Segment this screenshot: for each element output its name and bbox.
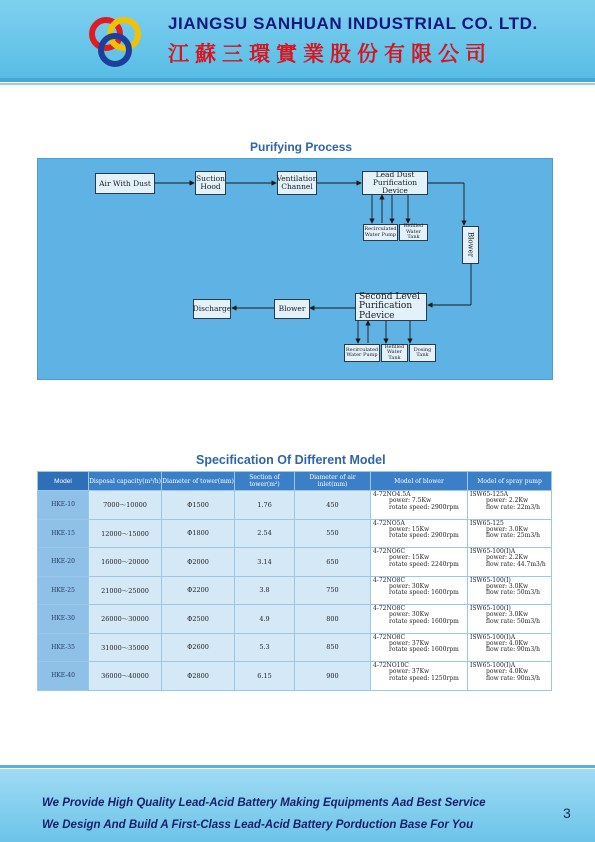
cell-model: HKE-35 (38, 633, 89, 662)
cell-blower (371, 633, 468, 662)
blower-power: power: 15Kw (389, 525, 430, 533)
cell-model: HKE-10 (38, 491, 89, 520)
cell-section: 2.54 (235, 519, 295, 548)
page-number: 3 (563, 805, 571, 821)
cell-pump (468, 491, 552, 520)
cell-section: 1.76 (235, 491, 295, 520)
blower-name: 4-72NO10C (373, 662, 409, 669)
blower-speed: rotate speed: 1600rpm (389, 589, 459, 597)
cell-inlet: 800 (295, 605, 371, 634)
node-refilled-tank-1: Refilled Water Tank (399, 224, 428, 241)
cell-capacity: 36000～40000 (89, 662, 162, 691)
cell-capacity: 31000～35000 (89, 633, 162, 662)
spec-table (37, 471, 552, 691)
pump-power: power: 3.0Kw (486, 611, 529, 619)
footer-slogan-2: We Design And Build A First-Class Lead-Acid Battery Porduction Base For You (42, 819, 474, 831)
node-blower: Blower (274, 299, 310, 319)
cell-pump (468, 605, 552, 634)
pump-power: power: 2.2Kw (486, 497, 529, 505)
node-refilled-tank-2: Refilled Water Tank (381, 344, 408, 362)
cell-inlet: 850 (295, 633, 371, 662)
pump-name: ISW65-100(I)A (470, 548, 516, 555)
node-blower-vertical: Blower (462, 226, 479, 264)
table-row (38, 576, 552, 605)
column-header: Diameter of air inlet(mm) (295, 472, 371, 491)
cell-blower (371, 548, 468, 577)
cell-model: HKE-20 (38, 548, 89, 577)
cell-capacity: 21000～25000 (89, 576, 162, 605)
blower-power: power: 30Kw (389, 611, 430, 619)
blower-name: 4-72NO8C (373, 605, 406, 612)
pump-flow: flow rate: 90m3/h (486, 646, 541, 654)
column-header: Model (38, 472, 89, 491)
table-row (38, 662, 552, 691)
cell-section: 6.15 (235, 662, 295, 691)
blower-speed: rotate speed: 1600rpm (389, 646, 459, 654)
cell-model: HKE-25 (38, 576, 89, 605)
cell-inlet: 450 (295, 491, 371, 520)
cell-diameter: Φ1500 (162, 491, 235, 520)
cell-inlet: 550 (295, 519, 371, 548)
cell-capacity: 26000～30000 (89, 605, 162, 634)
pump-name: ISW65-100(I)A (470, 662, 516, 669)
header-divider (0, 78, 595, 82)
blower-power: power: 7.5Kw (389, 497, 432, 505)
cell-capacity: 16000～20000 (89, 548, 162, 577)
blower-power: power: 30Kw (389, 582, 430, 590)
cell-pump (468, 576, 552, 605)
cell-blower (371, 491, 468, 520)
pump-flow: flow rate: 22m3/h (486, 503, 541, 511)
pump-flow: flow rate: 50m3/h (486, 617, 541, 625)
node-ventilation-channel: Ventilation Channel (277, 171, 317, 195)
blower-name: 4-72NO8C (373, 633, 406, 641)
pump-flow: flow rate: 50m3/h (486, 589, 541, 597)
table-row (38, 519, 552, 548)
cell-blower (371, 519, 468, 548)
column-header: Disposal capacity(m³/h) (89, 472, 162, 491)
cell-section: 3.8 (235, 576, 295, 605)
table-row (38, 548, 552, 577)
table-row (38, 633, 552, 662)
node-discharge: Discharge (193, 299, 231, 319)
cell-capacity: 7000～10000 (89, 491, 162, 520)
cell-model: HKE-15 (38, 519, 89, 548)
pump-power: power: 3.0Kw (486, 525, 529, 533)
cell-diameter: Φ2800 (162, 662, 235, 691)
cell-capacity: 12000～15000 (89, 519, 162, 548)
pump-flow: flow rate: 25m3/h (486, 532, 541, 540)
cell-diameter: Φ2600 (162, 633, 235, 662)
column-header: Diameter of tower(mm) (162, 472, 235, 491)
cell-pump (468, 519, 552, 548)
pump-flow: flow rate: 44.7m3/h (486, 560, 546, 568)
node-second-level-device: Second Level Purification Pdevice (355, 293, 427, 321)
table-row (38, 491, 552, 520)
pump-name: ISW65-100(I) (470, 605, 511, 612)
cell-blower (371, 662, 468, 691)
cell-diameter: Φ2500 (162, 605, 235, 634)
spec-table-container (37, 471, 551, 682)
pump-name: ISW65-100(I)A (470, 633, 516, 641)
footer-divider (0, 765, 595, 768)
cell-model: HKE-40 (38, 662, 89, 691)
cell-pump (468, 633, 552, 662)
spec-table-header-row (38, 472, 552, 491)
process-title: Purifying Process (250, 140, 353, 154)
cell-section: 3.14 (235, 548, 295, 577)
blower-speed: rotate speed: 2900rpm (389, 503, 459, 511)
company-logo-icon (84, 12, 146, 72)
company-name-chinese: 江蘇三環實業股份有限公司 (168, 41, 492, 66)
blower-speed: rotate speed: 2900rpm (389, 532, 459, 540)
blower-power: power: 37Kw (389, 639, 430, 647)
pump-power: power: 3.0Kw (486, 582, 529, 590)
column-header: Model of spray pump (468, 472, 552, 491)
pump-power: power: 4.0Kw (486, 639, 529, 647)
spec-table-body (38, 491, 552, 691)
blower-name: 4-72NO5A (373, 519, 405, 527)
cell-inlet: 750 (295, 576, 371, 605)
cell-diameter: Φ2000 (162, 548, 235, 577)
node-lead-dust-device: Lead Dust Purification Device (362, 171, 428, 195)
node-air-with-dust: Air With Dust (95, 173, 155, 194)
node-recirculated-pump-2: Recirculated Water Pump (344, 344, 380, 362)
process-diagram (37, 158, 553, 380)
pump-name: ISW65-125A (470, 491, 509, 498)
node-recirculated-pump-1: Recirculated Water Pump (363, 224, 398, 241)
cell-diameter: Φ1800 (162, 519, 235, 548)
pump-power: power: 2.2Kw (486, 554, 529, 562)
blower-speed: rotate speed: 1600rpm (389, 617, 459, 625)
company-name-english: JIANGSU SANHUAN INDUSTRIAL CO. LTD. (168, 14, 538, 33)
cell-pump (468, 662, 552, 691)
cell-blower (371, 576, 468, 605)
cell-section: 5.3 (235, 633, 295, 662)
cell-section: 4.9 (235, 605, 295, 634)
cell-model: HKE-30 (38, 605, 89, 634)
column-header: Section of tower(m²) (235, 472, 295, 491)
cell-blower (371, 605, 468, 634)
blower-name: 4-72NO4.5A (373, 491, 411, 498)
cell-diameter: Φ2200 (162, 576, 235, 605)
pump-flow: flow rate: 90m3/h (486, 674, 541, 682)
table-row (38, 605, 552, 634)
spec-title: Specification Of Different Model (196, 453, 386, 467)
pump-power: power: 4.0Kw (486, 668, 529, 676)
cell-pump (468, 548, 552, 577)
pump-name: ISW65-125 (470, 519, 504, 527)
node-suction-hood: Suction Hood (195, 171, 226, 195)
blower-speed: rotate speed: 1250rpm (389, 674, 459, 682)
header-divider-thin (0, 83, 595, 85)
blower-speed: rotate speed: 2240rpm (389, 560, 459, 568)
column-header: Model of blower (371, 472, 468, 491)
pump-name: ISW65-100(I) (470, 576, 511, 584)
cell-inlet: 900 (295, 662, 371, 691)
blower-name: 4-72NO8C (373, 576, 406, 584)
blower-power: power: 15Kw (389, 554, 430, 562)
footer-slogan-1: We Provide High Quality Lead-Acid Battery Making Equipments Aad Best Service (42, 797, 486, 809)
cell-inlet: 650 (295, 548, 371, 577)
node-dosing-tank: Dosing Tank (409, 344, 436, 362)
blower-power: power: 37Kw (389, 668, 430, 676)
blower-name: 4-72NO6C (373, 548, 406, 555)
